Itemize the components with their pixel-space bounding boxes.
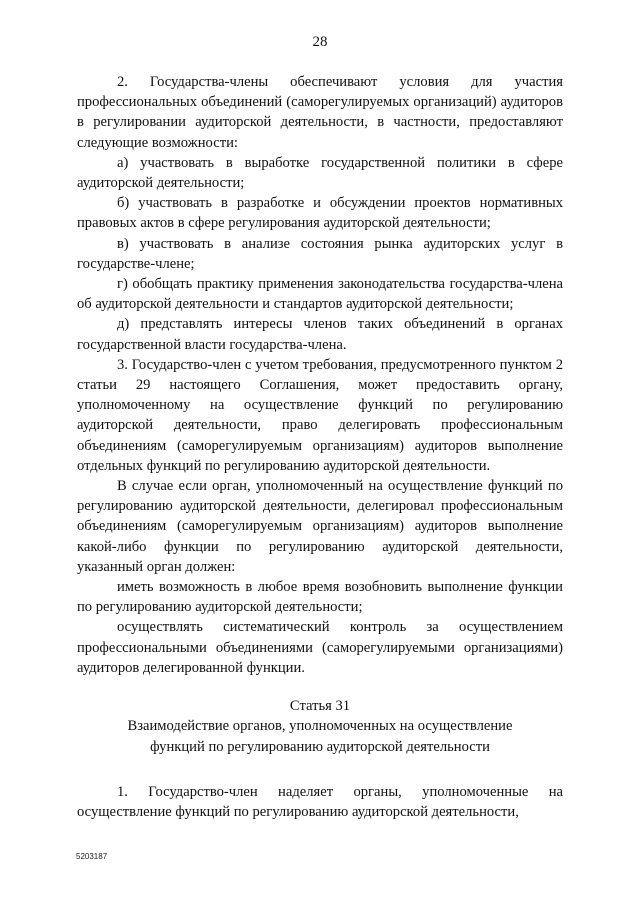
- paragraph-delegation-case: В случае если орган, уполномоченный на осуществление функций по регулированию аудиторской деятельности, делегировал профессиональным объединениям (саморегулируемым организациям) аудиторов выполнение какой-либо функции по регулированию аудиторской деятельности, указанный орган должен:: [77, 478, 563, 575]
- paragraph-item-3: 3. Государство-член с учетом требования, предусмотренного пунктом 2 статьи 29 настоящего Соглашения, может предоставить органу, уполномоченному на осуществление функций по регулированию аудиторской деятельности, право делегировать профессиональным объединениям (саморегулируемым организациям) аудиторов выполнение отдельных функций по регулированию аудиторской деятельности.: [77, 356, 563, 474]
- paragraph-control: осуществлять систематический контроль за осуществлением профессиональными объединениями (саморегулируемыми организациями) аудиторов делегированной функции.: [77, 619, 563, 676]
- page-number: 28: [312, 34, 328, 50]
- article-heading-line-2: функций по регулированию аудиторской деятельности: [150, 738, 490, 755]
- paragraph-resume-right: иметь возможность в любое время возобновить выполнение функции по регулированию аудиторской деятельности;: [77, 579, 563, 616]
- paragraph-item-2: 2. Государства-члены обеспечивают условия для участия профессиональных объединений (саморегулируемых организаций) аудиторов в регулировании аудиторской деятельности, в частности, предоставляют следующие возможности:: [77, 74, 563, 151]
- article-title: Статья 31: [289, 698, 351, 715]
- subitem-d: д) представлять интересы членов таких объединений в органах государственной власти государства-члена.: [77, 316, 563, 353]
- subitem-a: а) участвовать в выработке государственной политики в сфере аудиторской деятельности;: [77, 154, 563, 192]
- paragraph-article-31-item-1: 1. Государство-член наделяет органы, уполномоченные на осуществление функций по регулированию аудиторской деятельности,: [77, 783, 563, 820]
- document-body: [77, 72, 563, 822]
- subitem-b: б) участвовать в разработке и обсуждении проектов нормативных правовых актов в сфере регулирования аудиторской деятельности;: [77, 195, 563, 232]
- subitem-v: в) участвовать в анализе состояния рынка аудиторских услуг в государстве-члене;: [77, 235, 563, 272]
- article-heading-line-1: Взаимодействие органов, уполномоченных на осуществление: [127, 718, 513, 735]
- spacer: [77, 757, 563, 782]
- document-code: 5203187: [76, 852, 108, 861]
- subitem-g: г) обобщать практику применения законодательства государства-члена об аудиторской деятельности и стандартов аудиторской деятельности;: [77, 276, 563, 313]
